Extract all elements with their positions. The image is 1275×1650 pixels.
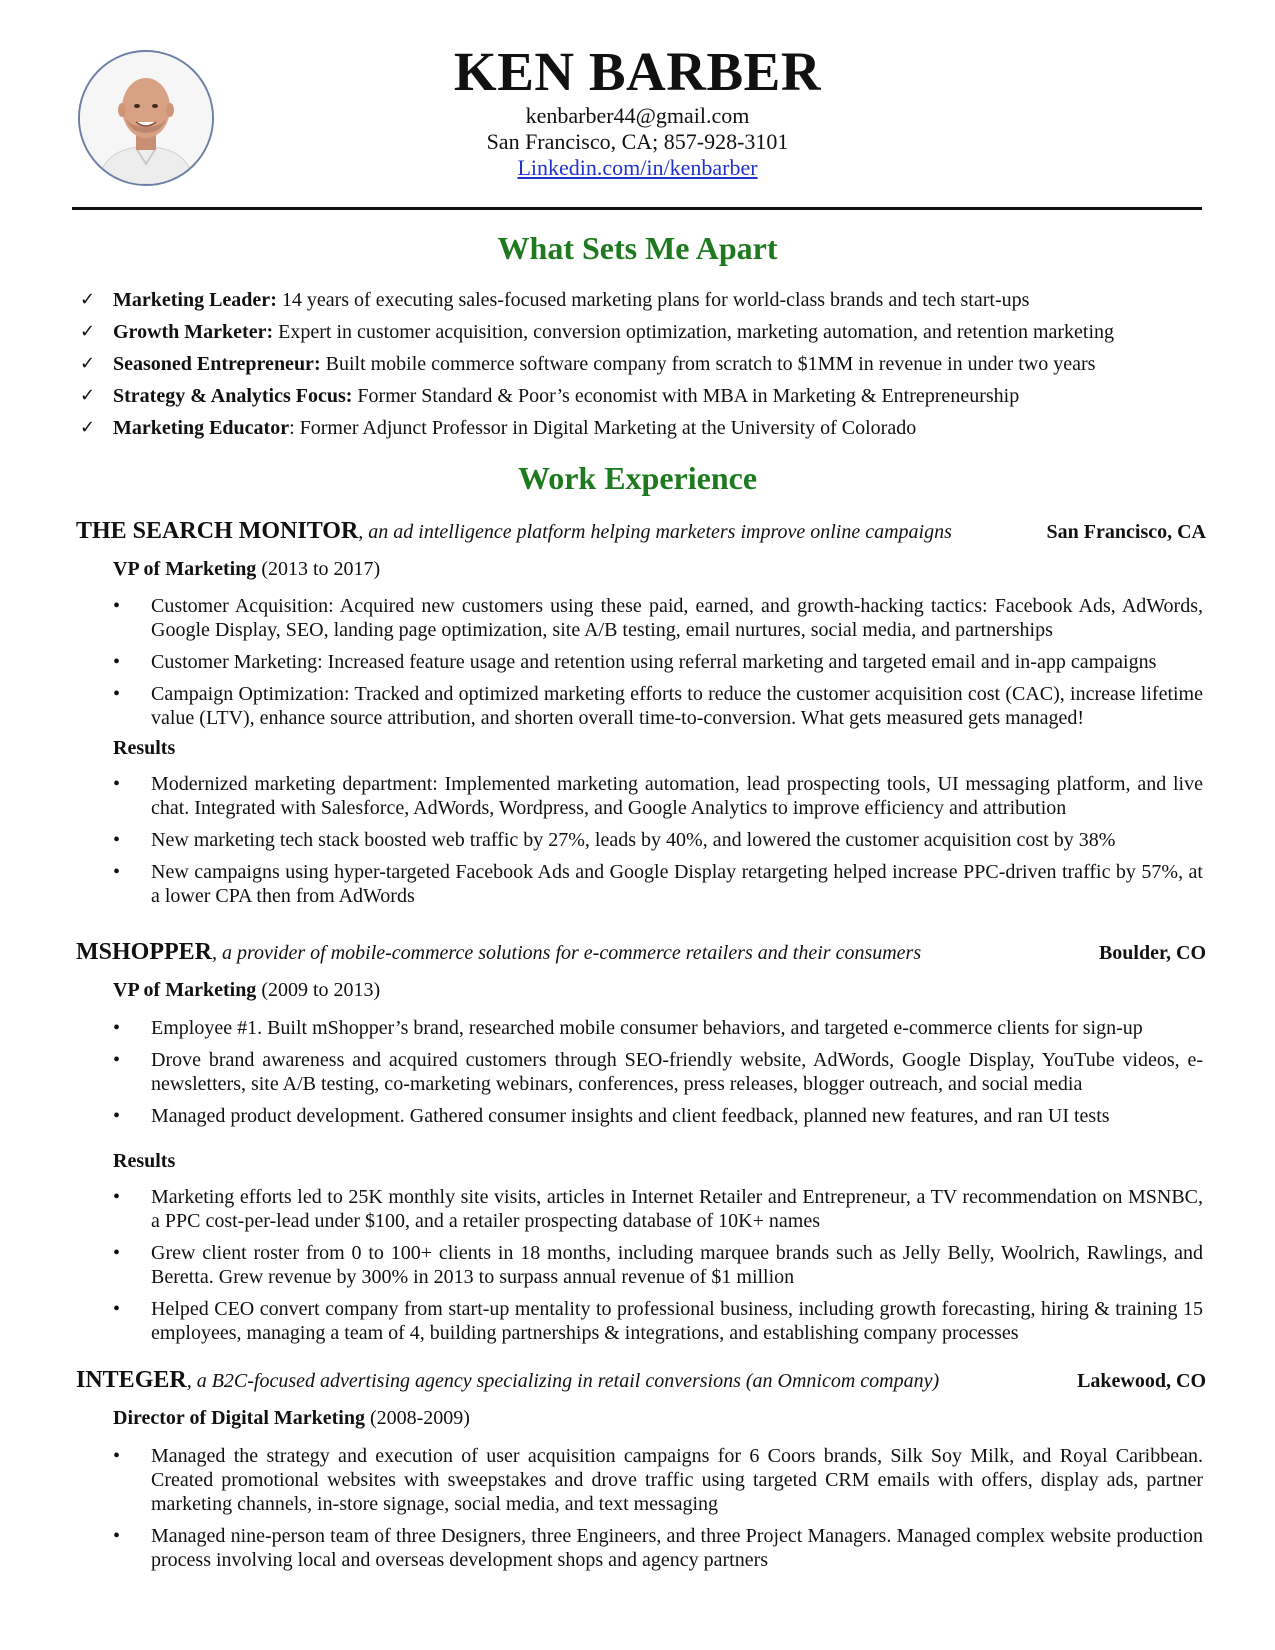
job-results [113, 1185, 1203, 1353]
list-item: • Marketing efforts led to 25K monthly site visits, articles in Internet Retailer and Entrepreneur, a TV recommendation on MSNBC, a PPC cost-per-lead under $100, and a retailer prospecting database of 10K+ names [113, 1186, 1203, 1232]
job-dates: (2008-2009) [364, 1407, 470, 1429]
apart-item [80, 284, 1230, 316]
resume-header [0, 0, 1275, 215]
apart-item [80, 380, 1230, 412]
company-name: MSHOPPER [76, 939, 212, 965]
job-bullets [113, 1016, 1203, 1136]
job-role [113, 1406, 470, 1430]
header-divider [72, 207, 1202, 210]
list-item: • New campaigns using hyper-targeted Facebook Ads and Google Display retargeting helped increase PPC-driven traffic by 57%, at a lower CPA then from AdWords [113, 861, 1203, 907]
list-item: • Campaign Optimization: Tracked and optimized marketing efforts to reduce the customer acquisition cost (CAC), increase lifetime value (LTV), enhance source attribution, and shorten overall time-to-conversion. What gets measured gets managed! [113, 683, 1203, 729]
apart-title: What Sets Me Apart [497, 230, 778, 266]
job-title: VP of Marketing [113, 558, 257, 580]
apart-item [80, 348, 1230, 380]
apart-item-label: Strategy & Analytics Focus: [113, 385, 353, 407]
job-title: VP of Marketing [113, 979, 257, 1001]
list-item: • Customer Marketing: Increased feature usage and retention using referral marketing and targeted email and in-app campaigns [113, 651, 1157, 673]
list-item: • Managed the strategy and execution of user acquisition campaigns for 6 Coors brands, Silk Soy Milk, and Royal Caribbean. Created promotional websites with sweepstakes and drove traffic using targeted CRM emails with offers, display ads, partner marketing channels, in-store signage, social media, and text messaging [113, 1445, 1203, 1515]
apart-item [80, 412, 1230, 444]
apart-item-label: Seasoned Entrepreneur: [113, 353, 321, 375]
job-header [76, 1367, 1206, 1401]
linkedin-line [0, 155, 1275, 181]
list-item: • Grew client roster from 0 to 100+ clients in 18 months, including marquee brands such as Jelly Belly, Woolrich, Rawlings, and Beretta. Grew revenue by 300% in 2013 to surpass annual revenue of $1 million [113, 1242, 1203, 1288]
apart-list [80, 284, 1230, 444]
company-name: INTEGER [76, 1367, 187, 1393]
apart-item [80, 316, 1230, 348]
job-role [113, 557, 380, 581]
job-location: Lakewood, CO [1077, 1370, 1206, 1392]
list-item: • Helped CEO convert company from start-up mentality to professional business, including growth forecasting, hiring & training 15 employees, managing a team of 4, building partnerships & integrations, and establishing company processes [113, 1298, 1203, 1344]
apart-item-text: Expert in customer acquisition, conversion optimization, marketing automation, and retention marketing [273, 321, 1115, 343]
email: kenbarber44@gmail.com [525, 103, 750, 128]
job-bullets [113, 594, 1203, 738]
job-header [76, 518, 1206, 552]
list-item: • Employee #1. Built mShopper’s brand, researched mobile consumer behaviors, and targeted e-commerce clients for sign-up [113, 1017, 1143, 1039]
checkmark-icon: ✓ [80, 385, 96, 406]
apart-item-text: Built mobile commerce software company from scratch to $1MM in revenue in under two years [320, 353, 1096, 375]
results-label: Results [113, 737, 176, 759]
list-item: • Drove brand awareness and acquired customers through SEO-friendly website, AdWords, Google Display, YouTube videos, e-newsletters, site A/B testing, co-marketing webinars, conferences, press releases, blogger outreach, and social media [113, 1049, 1203, 1095]
job-location: Boulder, CO [1098, 942, 1206, 964]
apart-item-text: Former Standard & Poor’s economist with MBA in Marketing & Entrepreneurship [352, 385, 1020, 407]
job-header [76, 939, 1206, 973]
job-dates: (2013 to 2017) [256, 558, 381, 580]
list-item: • New marketing tech stack boosted web traffic by 27%, leads by 40%, and lowered the customer acquisition cost by 38% [113, 829, 1116, 851]
company-description: , a provider of mobile-commerce solutions for e-commerce retailers and their consumers [212, 942, 922, 964]
job-title: Director of Digital Marketing [113, 1407, 365, 1429]
checkmark-icon: ✓ [80, 289, 96, 310]
job-results [113, 772, 1203, 916]
list-item: • Managed product development. Gathered consumer insights and client feedback, planned new features, and ran UI tests [113, 1105, 1110, 1127]
apart-item-label: Marketing Educator [113, 417, 290, 439]
list-item: • Managed nine-person team of three Designers, three Engineers, and three Project Managers. Managed complex website production process involving local and overseas development shops and agency partners [113, 1525, 1203, 1571]
results-label: Results [113, 1150, 176, 1172]
checkmark-icon: ✓ [80, 353, 96, 374]
experience-title: Work Experience [517, 460, 758, 496]
apart-item-text: 14 years of executing sales-focused marketing plans for world-class brands and tech start-ups [276, 289, 1030, 311]
list-item: • Modernized marketing department: Implemented marketing automation, lead prospecting tools, UI messaging platform, and live chat. Integrated with Salesforce, AdWords, Wordpress, and Google Analytics to improve efficiency and attribution [113, 773, 1203, 819]
linkedin-link[interactable]: Linkedin.com/in/kenbarber [517, 155, 758, 180]
candidate-name: KEN BARBER [453, 41, 822, 102]
job-bullets [113, 1444, 1203, 1580]
checkmark-icon: ✓ [80, 417, 96, 438]
company-name: THE SEARCH MONITOR [76, 518, 359, 544]
company-description: , a B2C-focused advertising agency specializing in retail conversions (an Omnicom company) [186, 1370, 940, 1392]
apart-item-label: Marketing Leader: [113, 289, 277, 311]
checkmark-icon: ✓ [80, 321, 96, 342]
job-dates: (2009 to 2013) [256, 979, 381, 1001]
list-item: • Customer Acquisition: Acquired new customers using these paid, earned, and growth-hacking tactics: Facebook Ads, AdWords, Google Display, SEO, landing page optimization, site A/B testing, email nurtures, social media, and partnerships [113, 595, 1203, 641]
apart-item-label: Growth Marketer: [113, 321, 274, 343]
company-description: , an ad intelligence platform helping marketers improve online campaigns [358, 521, 952, 543]
job-role [113, 978, 380, 1002]
job-location: San Francisco, CA [1046, 521, 1206, 543]
apart-item-text: : Former Adjunct Professor in Digital Marketing at the University of Colorado [289, 417, 917, 439]
location-phone: San Francisco, CA; 857-928-3101 [486, 129, 789, 154]
